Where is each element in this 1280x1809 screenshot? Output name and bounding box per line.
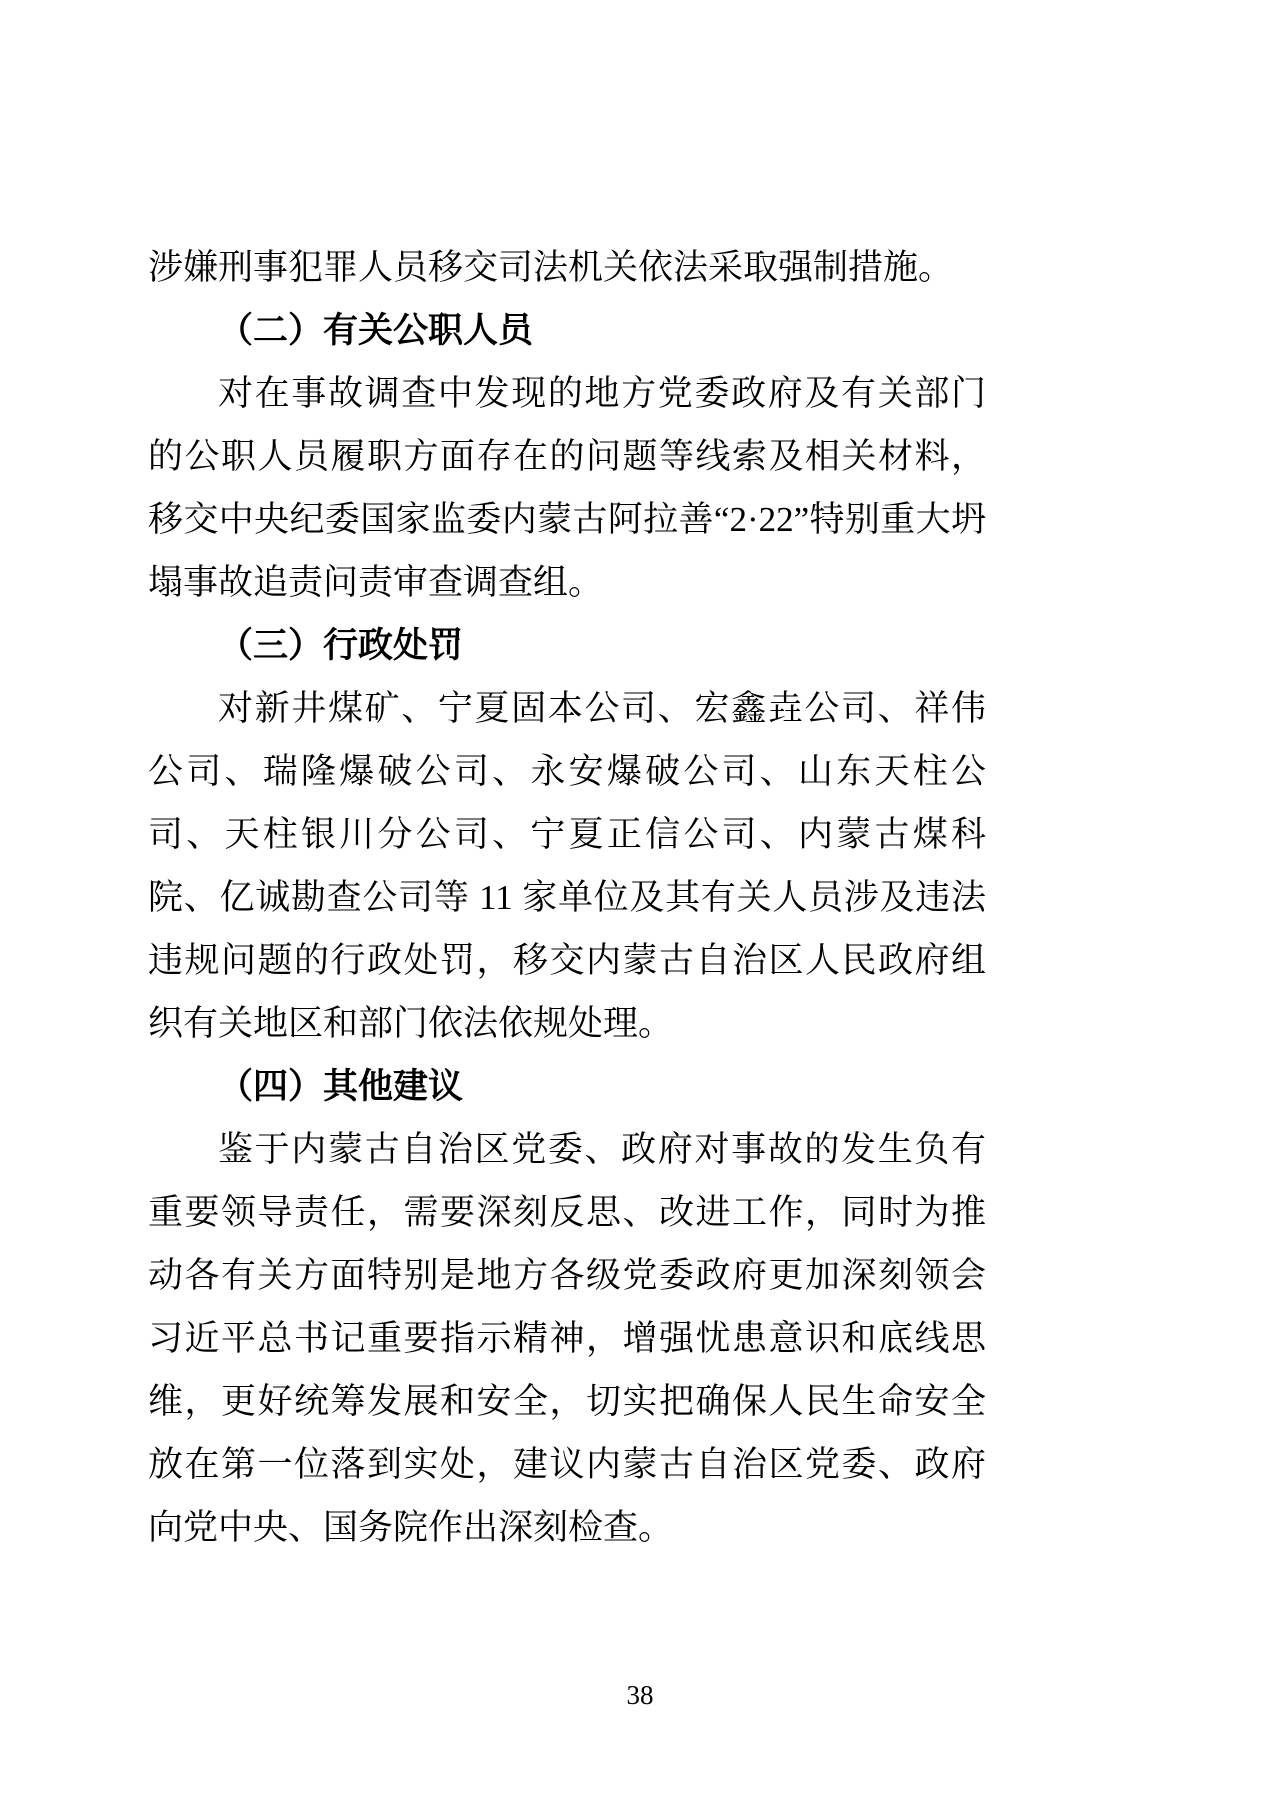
section-heading-4: （四）其他建议 bbox=[218, 1067, 464, 1106]
section-heading-3: （三）行政处罚 bbox=[218, 626, 464, 665]
paragraph-public-officials: 对在事故调查中发现的地方党委政府及有关部门的公职人员履职方面存在的问题等线索及相关材料，移交中央纪委国家监委内蒙古阿拉善“2·22”特别重大坍塌事故追责问责审查调查组。 bbox=[148, 374, 986, 602]
paragraph-continuation: 涉嫌刑事犯罪人员移交司法机关依法采取强制措施。 bbox=[148, 248, 954, 287]
paragraph-other-recommendations: 鉴于内蒙古自治区党委、政府对事故的发生负有重要领导责任，需要深刻反思、改进工作，同时为推动各有关方面特别是地方各级党委政府更加深刻领会习近平总书记重要指示精神，增强忧患意识和底线思维，更好统筹发展和安全，切实把确保人民生命安全放在第一位落到实处，建议内蒙古自治区党委、政府向党中央、国务院作出深刻检查。 bbox=[148, 1130, 986, 1547]
page-number: 38 bbox=[626, 1680, 654, 1710]
section-heading-2: （二）有关公职人员 bbox=[218, 311, 534, 350]
paragraph-administrative-penalty: 对新井煤矿、宁夏固本公司、宏鑫垚公司、祥伟公司、瑞隆爆破公司、永安爆破公司、山东天柱公司、天柱银川分公司、宁夏正信公司、内蒙古煤科院、亿诚勘查公司等 11 家单位及其有关人员涉及违法违规问题的行政处罚，移交内蒙古自治区人民政府组织有关地区和部门依法依规处理。 bbox=[148, 689, 986, 1043]
document-content bbox=[148, 236, 986, 1559]
